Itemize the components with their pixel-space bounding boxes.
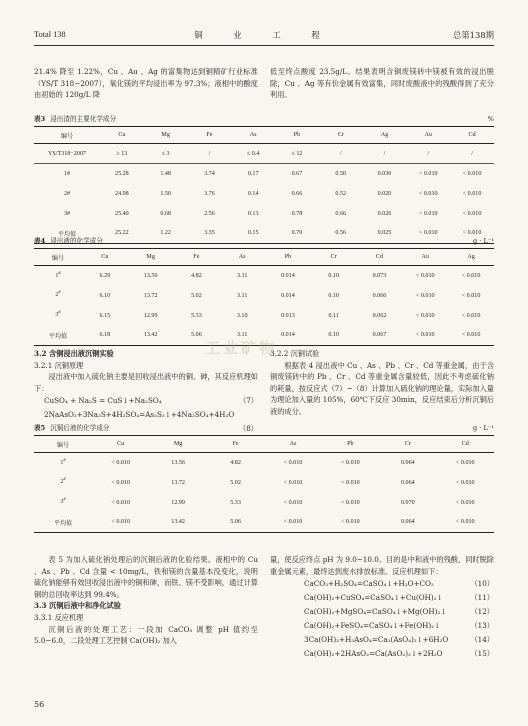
table3-cell: < 0.010 [418,190,438,197]
table5-col-header: Fe [207,436,264,453]
table3-col-header: Mg [144,127,188,144]
table3-cell: 24.98 [115,190,129,197]
table5-unit: g · L⁻¹ [472,424,494,432]
table3-cell: 0.020 [377,190,392,197]
table4-col-header: Au [402,249,448,266]
table5-col-header: As [264,436,321,453]
table4-cell: 6.10 [99,292,111,299]
table3-cell: 0.15 [231,224,275,244]
watermark: 工业矿物 [205,339,278,357]
table4-unit: g · L⁻¹ [472,237,494,245]
section331-body: 沉铜后液的处理工艺：一段加 CaCO₃ 调整 pH 值约至 5.0~6.0，二段处理工艺控制 Ca(OH)₂ 加入 [34,624,258,646]
table4-cell: 3.11 [219,326,265,346]
table4-cell: 13.56 [143,272,158,279]
table4-cell: 4.82 [191,272,202,279]
table3-cell: 0.14 [247,190,259,197]
table5-cell: 2# [60,476,66,486]
table4-cell: 0.067 [357,326,403,346]
table5-cell: 13.42 [149,513,206,533]
table4-cell: 0.11 [328,312,339,319]
table3-cell: ≤ 12 [275,144,319,164]
table5-cell: < 0.010 [111,459,131,466]
table4-cell: 0.062 [372,312,387,319]
table3-cell: 0.50 [335,170,347,177]
table3-cell: < 0.010 [406,224,450,244]
reaction-equation-number: （13） [470,621,494,631]
page-number: 56 [34,700,45,709]
neutralization-text: 量，使反应终点 pH 为 9.0~10.0。目的是中和液中的残酸，同时脱除重金属元素，最终达到废水排放标准。反应机理如下： [270,555,494,576]
reaction-equation-number: （15） [470,649,494,659]
table3-col-header: Pb [275,127,319,144]
table5-cell: < 0.010 [455,459,475,466]
reaction-equations [270,577,494,661]
table5-cell: < 0.010 [455,479,475,486]
table5-cell: < 0.010 [92,513,149,533]
table4-cell: 0.10 [328,292,340,299]
reaction-equation [270,577,494,591]
table4-cell: < 0.010 [461,312,481,319]
table3-cell: / [319,144,363,164]
table3-cell: 0.66 [291,190,303,197]
equation-8 [34,408,258,422]
table4-col-header: Fe [174,249,220,266]
table5-caption [34,423,494,434]
table3-col-header: Au [406,127,450,144]
section321-body: 浸出液中加入硫化钠主要是回收浸出液中的铜、砷，其反应机理如下： [34,372,258,393]
table5-cell: 3# [60,496,66,506]
bottom-right-column [270,554,494,661]
table4-cell: < 0.010 [402,326,448,346]
table4-cell: 5.02 [191,292,202,299]
table3-cell: ≤ 3 [144,144,188,164]
table4-cell: 0.066 [372,292,387,299]
table4-cell: 3.10 [236,312,248,319]
table5-cell: < 0.010 [341,499,360,506]
table3-cell: 1.22 [144,224,188,244]
table4-cell: 0.013 [281,312,295,319]
table5-row [34,453,494,473]
intro-right-column [270,66,494,101]
table3-cell: < 0.010 [418,170,438,177]
table5-col-header: Cu [92,436,149,453]
table4-cell: 6.29 [99,272,111,279]
table4-title: 浸出液的化学成分 [50,237,103,245]
table3-cell: < 0.010 [450,224,494,244]
table4-cell: 3.11 [236,292,248,299]
section32-heading: 3.2 含铜浸出液沉铜实验 [34,349,114,358]
table4-cell: 5.06 [174,326,220,346]
table5-col-header: Cd [437,436,494,453]
intro-right-text: 低至终点酸度 23.5g/L。结果表明含铜废镁砖中镁被有效的浸出脱除，Cu 、Ag 等有价金属有效富集，同时废酸液中的残酸得到了充分利用。 [270,67,494,100]
table4-cell: < 0.010 [415,312,435,319]
table5-cell: 4.82 [230,459,241,466]
table4-cell: 3# [55,309,61,319]
table3-col-header: 编号 [34,127,100,144]
table4-cell: 6.18 [82,326,128,346]
intro-left-text: 21.4% 降至 1.22%，Cu 、Au 、Ag 的富集物达到铜精矿行业标准（YS/T 318−2007），氧化镁的平均浸出率为 97.3%；液相中的酸度由初始的 120g/L 降 [34,67,258,100]
section321-heading: 3.2.1 沉铜原理 [34,360,84,370]
table5-cell: 0.064 [379,513,436,533]
table3-cell: 0.025 [363,224,407,244]
table4-col-header: Cr [311,249,357,266]
reaction-equation-formula: Ca(OH)₂+CuSO₄=CaSO₄↓+Cu(OH)₂↓ [304,593,443,603]
equation-7-formula: CuSO₄ + Na₂S = CuS↓+Na₂SO₄ [44,396,162,406]
equation-7 [34,394,258,408]
table3-cell: 3.74 [204,170,215,177]
table4-row [34,306,494,326]
reaction-equation-number: （12） [470,607,494,617]
table5-cell: < 0.010 [341,479,360,486]
table4-label: 表4 [34,237,46,245]
table5-col-header: 编号 [34,436,92,453]
table5-cell: < 0.010 [111,499,131,506]
table5-label: 表5 [34,424,46,432]
table4-col-header: Cu [82,249,128,266]
table4-cell: 0.073 [372,272,387,279]
table5-cell: 5.06 [207,513,264,533]
table3-col-header: Ag [363,127,407,144]
table4-col-header: Cd [357,249,403,266]
table3-col-header: As [231,127,275,144]
table5-cell: 平均值 [34,513,92,533]
table3-col-header: Cd [450,127,494,144]
table3-cell: 0.17 [247,170,259,177]
table5-col-header: Pb [322,436,379,453]
table4-cell: 6.15 [99,312,111,319]
table4-cell: < 0.010 [461,292,481,299]
reaction-equation-number: （14） [470,635,494,645]
table5-row [34,493,494,513]
reaction-equation-formula: Ca(OH)₂+2HAsO₂=Ca(AsO₂)₂↓+2H₂O [304,649,443,659]
table3-cell: 25.40 [115,210,129,217]
table5-discussion: 表 5 为加入硫化钠处理后的沉铜后液的化验结果。液相中的 Cu 、As 、Pb 、Cd 含量 < 10mg/L，铁和镁的含量基本没变化，说明硫化钠能够有效回收浸出液中的铜和砷，而铁、镁不受影响，通过计算铜的总回收率达到 99.4%。 [34,555,258,599]
table4-cell: 平均值 [34,326,82,346]
table3-cell: 0.030 [377,170,392,177]
table3-cell: 2# [63,190,71,197]
table4-cell: 0.014 [281,272,295,279]
table3-cell: YS/T318−2007 [34,144,100,164]
table3-cell: 平均值 [34,224,100,244]
table4-col-header: Mg [128,249,174,266]
table3-cell: < 0.010 [418,210,438,217]
reaction-equation-formula: CaCO₃+H₂SO₄=CaSO₄↓+H₂O+CO₂ [304,579,434,589]
table5-row [34,513,494,533]
table5-cell: 12.99 [171,499,185,506]
table3-cell: / [406,144,450,164]
table3-cell: / [363,144,407,164]
table3-cell: 0.026 [377,210,392,217]
table3-cell: 3# [63,210,71,217]
equation-8-number: （8） [239,424,258,434]
table3-cell: 1.50 [160,190,171,197]
table3-col-header: Cr [319,127,363,144]
table3-row [34,184,494,204]
equation-7-number: （7） [239,396,258,406]
table3-cell: 0.66 [335,210,347,217]
section32-right [270,348,494,418]
section33-heading: 3.3 沉铜后液中和净化试验 [34,601,121,611]
table5-col-header: Cr [379,436,436,453]
table5-cell: 0.064 [400,479,415,486]
table5-cell: 13.72 [171,479,185,486]
section322-heading: 3.2.2 沉铜试验 [270,349,320,358]
table5-cell: < 0.010 [341,459,360,466]
table5-cell: < 0.010 [283,459,303,466]
table4-cell: 5.33 [191,312,202,319]
header-rule [34,45,494,46]
table4-header-row [34,249,494,266]
table4-cell: 12.99 [143,312,158,319]
table4-cell: 3.11 [236,272,248,279]
table3-cell: < 0.010 [462,170,482,177]
table4-cell: 13.42 [128,326,174,346]
table3-cell: 2.56 [204,210,215,217]
table5-post-copper-solution [34,435,494,533]
table3-cell: / [188,144,232,164]
table3-cell: / [450,144,494,164]
table5-cell: 0.070 [400,499,415,506]
table5-cell: 0.064 [400,459,415,466]
table3-cell: 3.35 [188,224,232,244]
table4-cell: < 0.010 [448,326,494,346]
table3-col-header: Fe [188,127,232,144]
reaction-equation-number: （11） [470,593,494,603]
table3-cell: 0.78 [291,210,303,217]
table3-cell: 0.70 [275,224,319,244]
table3-cell: 1.48 [160,170,171,177]
reaction-equation [270,633,494,647]
table3-cell: ≥ 13 [100,144,144,164]
table4-cell: < 0.010 [415,272,435,279]
table5-cell: < 0.010 [283,499,303,506]
table4-leachate [34,248,494,346]
table3-cell: ≤ 0.4 [231,144,275,164]
table4-cell: 0.014 [281,292,295,299]
header-issue-left: Total 138 [34,30,66,39]
table4-caption [34,236,494,247]
table4-col-header: Ag [448,249,494,266]
header-issue-right: 总第138期 [452,30,494,40]
table4-col-header: 编号 [34,249,82,266]
table4-cell: 0.10 [311,326,357,346]
table3-col-header: Cu [100,127,144,144]
table4-cell: < 0.010 [461,272,481,279]
reaction-equation-formula: Ca(OH)₂+MgSO₄=CaSO₄↓+Mg(OH)₂↓ [304,607,447,617]
table5-cell: 13.56 [171,459,185,466]
table3-leach-residue [34,126,494,244]
table5-cell: < 0.010 [264,513,321,533]
table3-row [34,164,494,184]
table4-row [34,286,494,306]
table5-col-header: Mg [149,436,206,453]
table3-cell: < 0.010 [462,210,482,217]
table5-cell: < 0.010 [111,479,131,486]
equation-8-formula: 2NaAsO₂+3Na₂S+4H₂SO₄=As₂S₃↓+4Na₂SO₄+4H₂O [44,410,235,420]
table3-cell: 1# [63,170,71,177]
table5-cell: < 0.010 [322,513,379,533]
table5-cell: < 0.010 [455,499,475,506]
reaction-equation-formula: Ca(OH)₂+FeSO₄=CaSO₄↓+Fe(OH)₂↓ [304,621,441,631]
table4-col-header: As [219,249,265,266]
table3-cell: 0.68 [160,210,171,217]
table4-row [34,266,494,286]
table4-cell: 13.72 [143,292,158,299]
table5-cell: 5.33 [230,499,241,506]
table4-col-header: Pb [265,249,311,266]
table5-row [34,473,494,493]
reaction-equation [270,619,494,633]
reaction-equation [270,591,494,605]
table3-caption [34,114,494,125]
bottom-left-column [34,554,258,647]
table4-cell: 1# [55,269,61,279]
table3-title: 浸出渣的主要化学成分 [50,115,117,123]
table3-cell: 25.22 [100,224,144,244]
table5-header-row [34,436,494,453]
table3-cell: 0.67 [291,170,303,177]
intro-left-column [34,66,258,101]
table3-cell: 3.76 [204,190,215,197]
section322-body: 根据表 4 浸出液中 Cu 、As 、Pb 、Cr 、Cd 等重金属，由于含铜废镁砖中的 Pb 、Cr 、Cd 等重金属含量较低，因此不考虑硫化钠的耗量，按反应式（7）~（8）计算加入硫化钠的理论量，实际加入量为理论加入量的 105%，60℃下反应 30min，反应结束后分析沉铜后液的成分。 [270,360,494,416]
table3-row [34,144,494,164]
table3-header-row [34,127,494,144]
table4-cell: < 0.010 [415,292,435,299]
table3-row [34,204,494,224]
table3-label: 表3 [34,115,46,123]
table3-cell: < 0.010 [462,190,482,197]
table5-cell: 1# [60,456,66,466]
reaction-equation-formula: 3Ca(OH)₂+H₃AsO₄=Ca₃(AsO₄)₂↓+6H₂O [304,635,449,645]
table3-cell: 25.28 [115,170,129,177]
table3-cell: 0.56 [319,224,363,244]
reaction-equation-number: （10） [470,579,494,589]
table4-cell: 0.014 [265,326,311,346]
reaction-equation [270,605,494,619]
running-header [34,28,494,42]
table3-cell: 0.13 [247,210,259,217]
header-journal-title: 铜 业 工 程 [194,30,334,40]
section331-heading: 3.3.1 反应机理 [34,612,84,622]
table5-cell: < 0.010 [437,513,494,533]
table3-unit: % [487,115,494,123]
table4-cell: 0.10 [328,272,340,279]
reaction-equation [270,647,494,661]
table4-cell: 2# [55,289,61,299]
table5-title: 沉铜后液的化学成分 [50,424,110,432]
table3-cell: 0.52 [335,190,347,197]
table5-cell: 5.02 [230,479,241,486]
table5-cell: < 0.010 [283,479,303,486]
